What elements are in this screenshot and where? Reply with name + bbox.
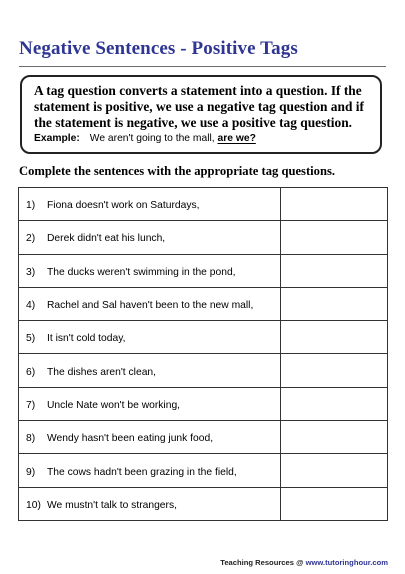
question-number: 10)	[26, 499, 41, 511]
question-number: 3)	[26, 266, 36, 278]
question-text: It isn't cold today,	[47, 333, 126, 345]
question-text: Fiona doesn't work on Saturdays,	[47, 200, 200, 212]
answer-blank[interactable]	[281, 387, 388, 420]
question-text: The cows hadn't been grazing in the field,	[47, 466, 237, 478]
answer-blank[interactable]	[281, 487, 388, 520]
question-row	[19, 454, 388, 487]
example-label: Example:	[34, 133, 80, 144]
question-text: The dishes aren't clean,	[47, 366, 157, 378]
question-text: Rachel and Sal haven't been to the new mall,	[47, 300, 254, 312]
question-cell	[19, 321, 281, 354]
question-cell	[19, 487, 281, 520]
question-row	[19, 287, 388, 320]
question-cell	[19, 354, 281, 387]
footer-url-link[interactable]: www.tutoringhour.com	[305, 558, 388, 567]
answer-table	[18, 187, 388, 521]
question-number: 7)	[26, 399, 36, 411]
question-row	[19, 387, 388, 420]
question-number: 5)	[26, 333, 36, 345]
question-cell	[19, 287, 281, 320]
question-number: 6)	[26, 366, 36, 378]
question-number: 2)	[26, 233, 36, 245]
question-number: 1)	[26, 200, 36, 212]
answer-blank[interactable]	[281, 221, 388, 254]
page-title: Negative Sentences - Positive Tags	[19, 38, 298, 59]
info-box	[20, 75, 382, 154]
answer-blank[interactable]	[281, 287, 388, 320]
footer-prefix: Teaching Resources @	[220, 558, 306, 567]
answer-blank[interactable]	[281, 254, 388, 287]
answer-blank[interactable]	[281, 421, 388, 454]
question-row	[19, 254, 388, 287]
answer-blank[interactable]	[281, 454, 388, 487]
info-text: A tag question converts a statement into a question. If the statement is positive, we use a negative tag question and if the statement is negative, we use a positive tag question.	[34, 83, 364, 130]
question-row	[19, 354, 388, 387]
question-cell	[19, 221, 281, 254]
question-cell	[19, 454, 281, 487]
example-line	[34, 133, 256, 144]
instruction-text: Complete the sentences with the appropriate tag questions.	[19, 164, 335, 178]
question-cell	[19, 421, 281, 454]
answer-blank[interactable]	[281, 188, 388, 221]
answer-blank[interactable]	[281, 321, 388, 354]
question-cell	[19, 387, 281, 420]
question-cell	[19, 254, 281, 287]
question-text: We mustn't talk to strangers,	[47, 499, 177, 511]
footer-credit	[220, 558, 388, 567]
question-number: 9)	[26, 466, 36, 478]
example-answer: are we?	[217, 133, 256, 144]
question-row	[19, 321, 388, 354]
question-row	[19, 188, 388, 221]
question-text: Uncle Nate won't be working,	[47, 399, 181, 411]
question-number: 4)	[26, 300, 36, 312]
question-text: Derek didn't eat his lunch,	[47, 233, 166, 245]
question-text: The ducks weren't swimming in the pond,	[47, 266, 236, 278]
question-row	[19, 221, 388, 254]
question-text: Wendy hasn't been eating junk food,	[47, 433, 214, 445]
question-row	[19, 421, 388, 454]
question-number: 8)	[26, 433, 36, 445]
title-divider	[19, 66, 386, 67]
question-row	[19, 487, 388, 520]
example-sentence: We aren't going to the mall,	[89, 133, 215, 144]
answer-blank[interactable]	[281, 354, 388, 387]
question-cell	[19, 188, 281, 221]
